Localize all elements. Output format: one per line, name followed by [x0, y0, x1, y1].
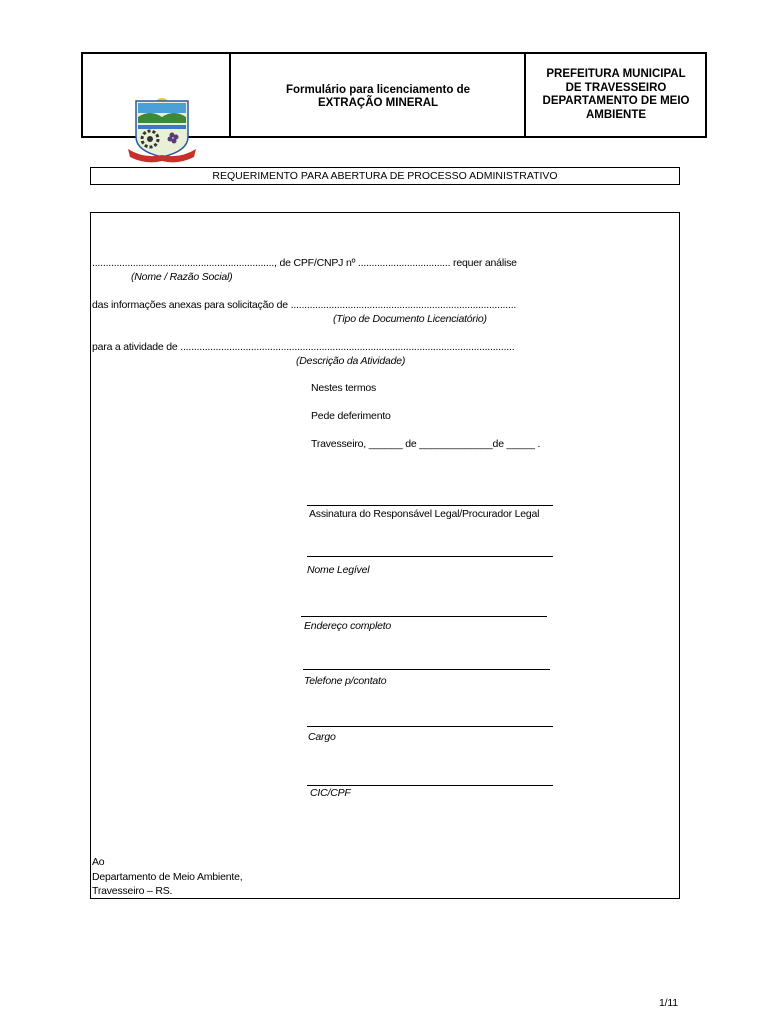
role-line[interactable]: [307, 726, 553, 727]
form-title-line: Formulário para licenciamento de: [285, 84, 471, 96]
signature-line[interactable]: [307, 505, 553, 506]
addressee-line: Travesseiro – RS.: [92, 885, 173, 897]
name-caption: (Nome / Razão Social): [131, 271, 233, 283]
municipal-coat-of-arms-logo: [124, 95, 200, 163]
phone-line[interactable]: [303, 669, 550, 670]
header-divider: [229, 52, 231, 138]
form-title: [232, 84, 524, 110]
document-type-caption: (Tipo de Documento Licenciatório): [333, 313, 487, 325]
request-title: REQUERIMENTO PARA ABERTURA DE PROCESSO ADMINISTRATIVO: [90, 167, 680, 185]
cpf-line[interactable]: [307, 785, 553, 786]
addressee-line: Departamento de Meio Ambiente,: [92, 871, 243, 883]
page-number: 1/11: [659, 997, 678, 1009]
prefeitura-title: [526, 68, 706, 122]
form-title-line: EXTRAÇÃO MINERAL: [317, 97, 439, 109]
margin-tick: [679, 283, 680, 297]
prefeitura-line: AMBIENTE: [585, 108, 647, 121]
signature-label: Assinatura do Responsável Legal/Procurador Legal: [309, 508, 540, 520]
prefeitura-line: DE TRAVESSEIRO: [565, 81, 667, 94]
date-line[interactable]: Travesseiro, ______ de _____________de _____ .: [311, 438, 541, 450]
addressee-line: Ao: [92, 856, 105, 868]
prefeitura-line: PREFEITURA MUNICIPAL: [546, 68, 686, 80]
address-label: Endereço completo: [304, 620, 392, 632]
margin-tick: [679, 423, 680, 437]
activity-caption: (Descrição da Atividade): [296, 355, 406, 367]
activity-line[interactable]: para a atividade de ...........................................................................................................................: [92, 341, 515, 353]
phone-label: Telefone p/contato: [304, 675, 387, 687]
margin-tick: [90, 325, 91, 339]
cpf-label: CIC/CPF: [310, 787, 351, 799]
name-cpf-line[interactable]: ..................................................................., de CPF/CNPJ nº .................................. requer análise: [92, 257, 517, 269]
role-label: Cargo: [308, 731, 336, 743]
closing-terms: Nestes termos: [311, 382, 377, 394]
prefeitura-line: DEPARTAMENTO DE MEIO: [542, 95, 690, 107]
margin-tick: [679, 367, 680, 381]
margin-tick: [90, 423, 91, 437]
document-type-line[interactable]: das informações anexas para solicitação de ...................................................................................: [92, 299, 517, 311]
margin-tick: [90, 395, 91, 409]
margin-tick: [90, 283, 91, 297]
margin-tick: [679, 325, 680, 339]
address-line[interactable]: [301, 616, 547, 617]
margin-tick: [679, 395, 680, 409]
name-line[interactable]: [307, 556, 553, 557]
name-label: Nome Legível: [307, 564, 370, 576]
closing-request: Pede deferimento: [311, 410, 391, 422]
margin-tick: [90, 367, 91, 381]
